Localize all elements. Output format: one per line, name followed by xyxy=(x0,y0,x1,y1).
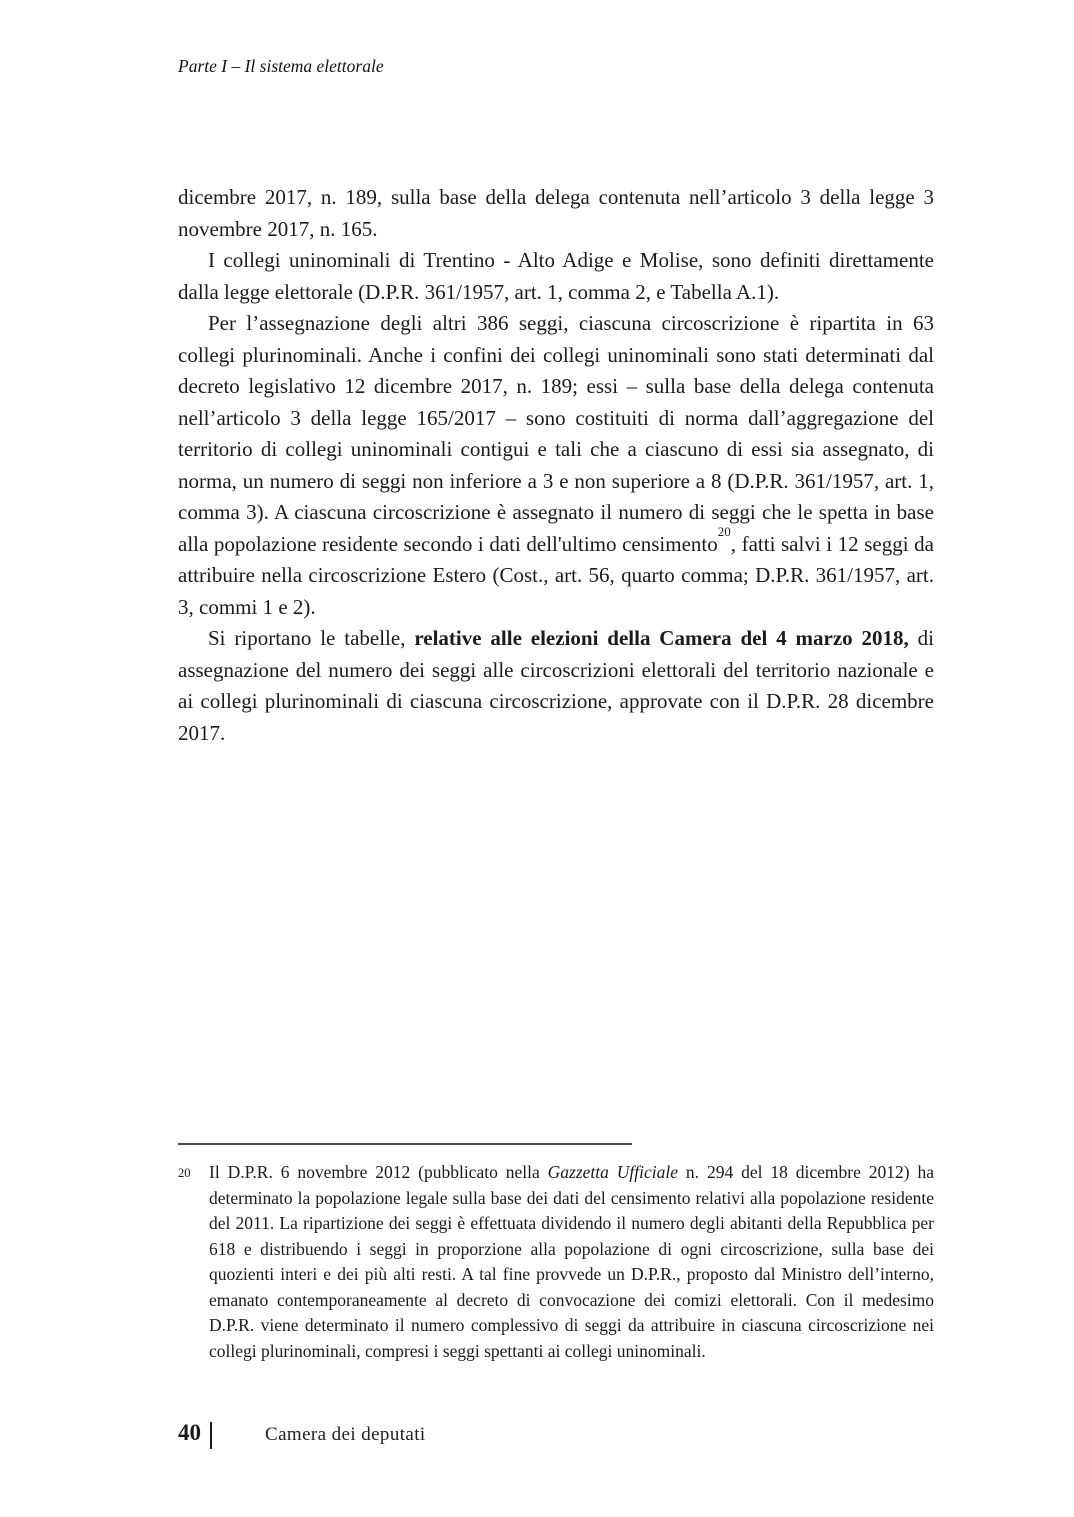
footnote-text-run: Il D.P.R. 6 novembre 2012 (pubblicato nella xyxy=(209,1162,548,1182)
body-text xyxy=(178,182,934,749)
paragraph-text: di assegnazione del numero dei seggi alle circoscrizioni elettorali del territorio nazionale e ai collegi plurinominali di ciascuna circoscrizione, approvate con il D.P.R. 28 dicembre 2017. xyxy=(178,626,934,745)
footnote-text xyxy=(209,1160,934,1364)
paragraph xyxy=(178,308,934,623)
running-header-text: Parte I – Il sistema elettorale xyxy=(178,56,384,76)
footnote-separator-rule xyxy=(178,1143,632,1145)
paragraph-text: I collegi uninominali di Trentino - Alto Adige e Molise, sono definiti direttamente dalla legge elettorale (D.P.R. 361/1957, art. 1, comma 2, e Tabella A.1). xyxy=(178,248,934,304)
footnote-italic-title: Gazzetta Ufficiale xyxy=(547,1162,679,1182)
page-footer xyxy=(178,1420,426,1447)
paragraph-text: , fatti salvi i 12 seggi da attribuire nella circoscrizione Estero (Cost., art. 56, quarto comma; D.P.R. 361/1957, art. 3, commi 1 e 2). xyxy=(178,531,934,619)
running-header xyxy=(178,56,384,77)
footnote xyxy=(178,1160,934,1364)
paragraph-text: Per l’assegnazione degli altri 386 seggi, ciascuna circoscrizione è ripartita in 63 collegi plurinominali. Anche i confini dei collegi uninominali sono stati determinati dal decreto legislativo 12 dicembre 2017, n. 189; essi – sulla base della delega contenuta nell’articolo 3 della legge 165/2017 – sono costituiti di norma dall’aggregazione del territorio di collegi uninominali contigui e tali che a ciascuno di essi sia assegnato, di norma, un numero di seggi non inferiore a 3 e non superiore a 8 (D.P.R. 361/1957, art. 1, comma 3). A ciascuna circoscrizione è assegnato il numero di seggi che le spetta in base alla popolazione residente secondo i dati dell'ultimo censimento xyxy=(178,311,934,556)
footer-divider-bar xyxy=(210,1422,212,1449)
page-number: 40 xyxy=(178,1420,201,1445)
paragraph-text: dicembre 2017, n. 189, sulla base della delega contenuta nell’articolo 3 della legge 3 novembre 2017, n. 165. xyxy=(178,185,934,241)
footnote-reference: 20 xyxy=(717,523,731,539)
footnote-text-run: n. 294 del 18 dicembre 2012) ha determinato la popolazione legale sulla base dei dati del censimento relativi alla popolazione residente del 2011. La ripartizione dei seggi è effettuata dividendo il numero degli abitanti della Repubblica per 618 e distribuendo i seggi in proporzione alla popolazione di ogni circoscrizione, sulla base dei quozienti interi e dei più alti resti. A tal fine provvede un D.P.R., proposto dal Ministro dell’interno, emanato contemporaneamente al decreto di convocazione dei comizi elettorali. Con il medesimo D.P.R. viene determinato il numero complessivo di seggi da attribuire in ciascuna circoscrizione nei collegi plurinominali, compresi i seggi spettanti ai collegi uninominali. xyxy=(209,1162,935,1361)
footer-publication-title: Camera dei deputati xyxy=(265,1424,426,1445)
paragraph-text: Si riportano le tabelle, xyxy=(208,626,415,650)
paragraph-bold-text: relative alle elezioni della Camera del 4 marzo 2018, xyxy=(414,626,909,650)
footnotes-section xyxy=(178,1143,934,1364)
footnote-number: 20 xyxy=(178,1166,191,1180)
paragraph xyxy=(178,623,934,749)
paragraph xyxy=(178,245,934,308)
paragraph-continuation xyxy=(178,182,934,245)
